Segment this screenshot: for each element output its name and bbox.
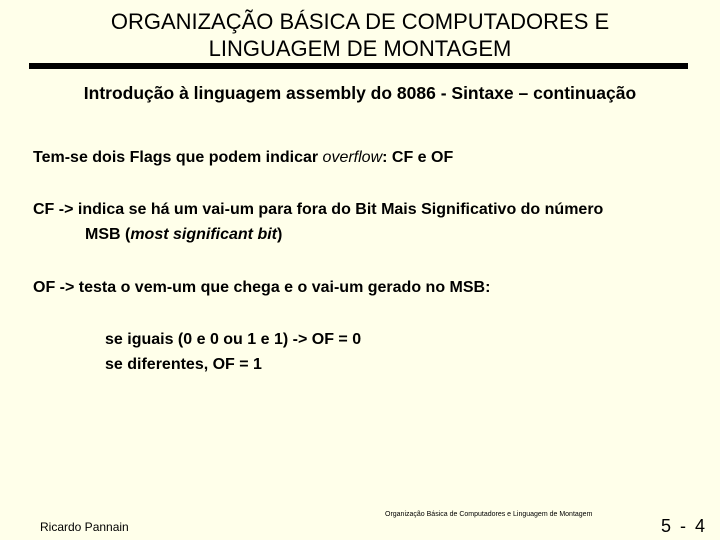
msb-suffix: ): [277, 226, 283, 243]
footer-author: Ricardo Pannain: [40, 520, 129, 534]
paragraph-flags: [33, 145, 453, 170]
of-rules: [105, 327, 361, 377]
page-number: 5 - 4: [661, 516, 708, 536]
paragraph-cf: [33, 197, 603, 247]
overflow-term: overflow: [322, 149, 383, 166]
of-rule-different: se diferentes, OF = 1: [105, 356, 262, 373]
title-divider: [29, 63, 688, 69]
footer-course: Organização Básica de Computadores e Linguagem de Montagem: [385, 511, 593, 518]
msb-term: most significant bit: [130, 226, 277, 243]
title-line-1: ORGANIZAÇÃO BÁSICA DE COMPUTADORES E: [110, 9, 610, 34]
title-line-2: LINGUAGEM DE MONTAGEM: [208, 36, 512, 61]
flags-text: Tem-se dois Flags que podem indicar: [33, 149, 323, 166]
flags-suffix: : CF e OF: [382, 149, 454, 166]
paragraph-of: OF -> testa o vem-um que chega e o vai-um gerado no MSB:: [33, 279, 491, 296]
cf-line-1: CF -> indica se há um vai-um para fora do Bit Mais Significativo do número: [33, 201, 604, 218]
msb-prefix: MSB (: [85, 226, 131, 243]
cf-line-2: [33, 222, 603, 247]
slide-title: [40, 8, 680, 62]
of-rule-equal: se iguais (0 e 0 ou 1 e 1) -> OF = 0: [105, 331, 362, 348]
slide-subtitle: Introdução à linguagem assembly do 8086 - Sintaxe – continuação: [83, 83, 637, 103]
